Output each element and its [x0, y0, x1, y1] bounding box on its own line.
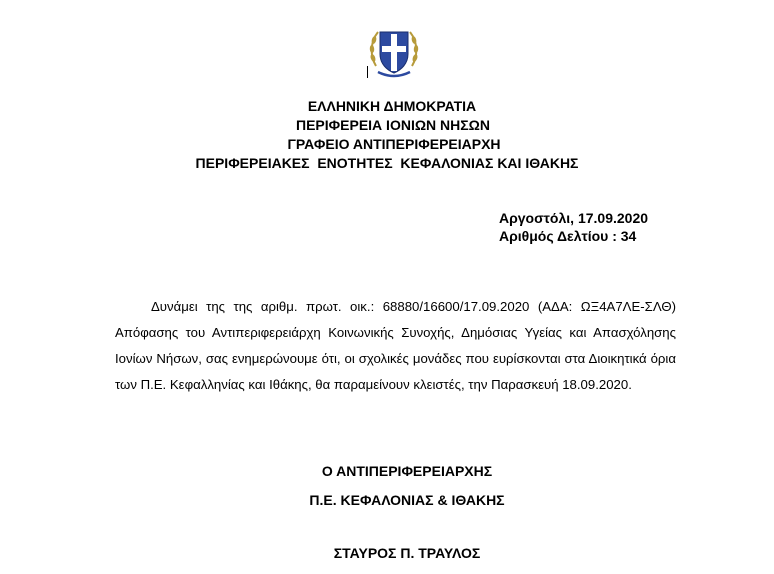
date-block [499, 209, 648, 245]
place-date: Αργοστόλι, 17.09.2020 [499, 210, 649, 226]
body-paragraph: Δυνάμει της της αριθμ. πρωτ. οικ.: 68880/16600/17.09.2020 (ΑΔΑ: ΩΞ4Α7ΛΕ-ΣΛΘ) Απόφασης του Αντιπεριφερειάρχη Κοινωνικής Συνοχής, Δημόσιας Υγείας και Απασχόλησης Ιονίων Νήσων, σας ενημερώνουμε ότι, οι σχολικές μονάδες που ευρίσκονται στα Διοικητικά όρια των Π.Ε. Κεφαλληνίας και Ιθάκης, θα παραμείνουν κλειστές, την Παρασκευή 18.09.2020. [115, 299, 676, 392]
header-region: ΠΕΡΙΦΕΡΕΙΑ ΙΟΝΙΩΝ ΝΗΣΩΝ [295, 117, 491, 133]
signature-name: ΣΤΑΥΡΟΣ Π. ΤΡΑΥΛΟΣ [333, 545, 481, 561]
body-text [115, 294, 676, 398]
header-units: ΠΕΡΙΦΕΡΕΙΑΚΕΣ ΕΝΟΤΗΤΕΣ ΚΕΦΑΛΟΝΙΑΣ ΚΑΙ ΙΘΑΚΗΣ [195, 155, 579, 171]
header-country: ΕΛΛΗΝΙΚΗ ΔΗΜΟΚΡΑΤΙΑ [307, 98, 477, 114]
header-office: ΓΡΑΦΕΙΟ ΑΝΤΙΠΕΡΙΦΕΡΕΙΑΡΧΗ [287, 136, 501, 152]
greek-coat-of-arms-icon [366, 22, 422, 80]
document-header [0, 97, 774, 173]
bulletin-number: Αριθμός Δελτίου : 34 [499, 228, 637, 244]
signature-unit: Π.Ε. ΚΕΦΑΛΟΝΙΑΣ & ΙΘΑΚΗΣ [309, 492, 505, 508]
signature-title: Ο ΑΝΤΙΠΕΡΙΦΕΡΕΙΑΡΧΗΣ [321, 463, 493, 479]
